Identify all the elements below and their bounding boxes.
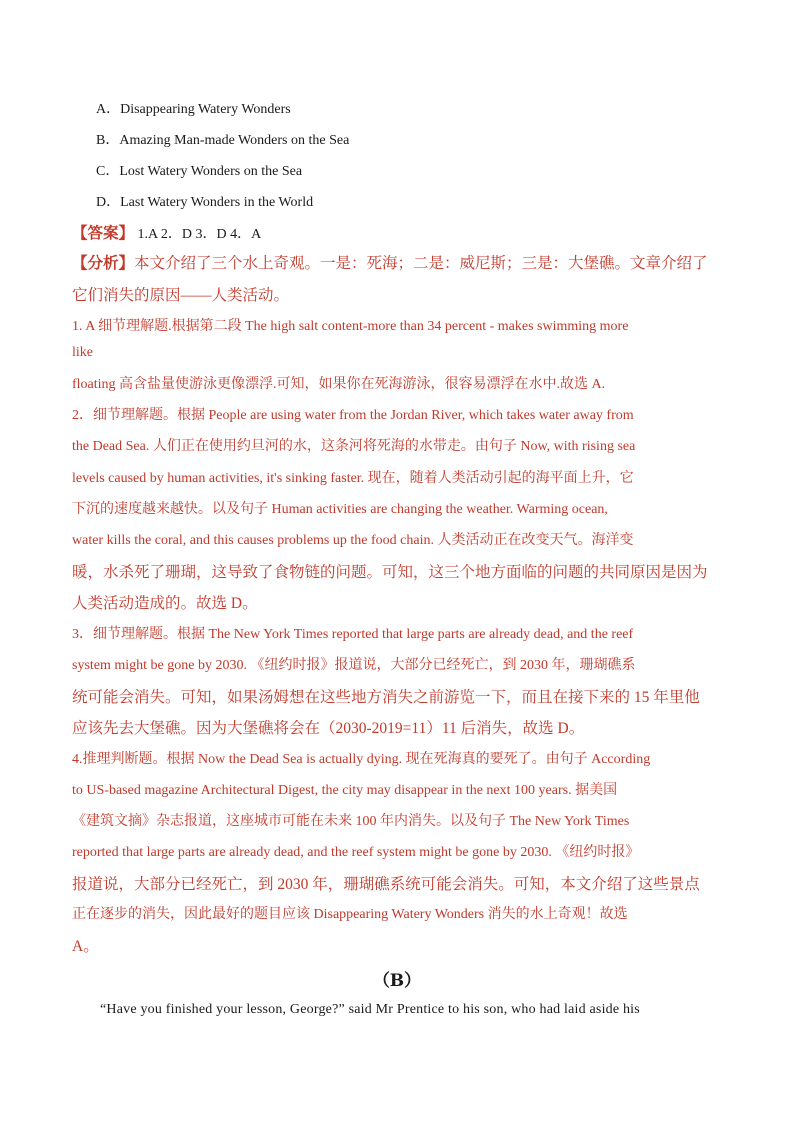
analysis-line: 《建筑文摘》杂志报道，这座城市可能在未来 100 年内消失。以及句子 The New York Times [72, 814, 630, 829]
analysis-line: 正在逐步的消失，因此最好的题目应该 Disappearing Watery Wonders 消失的水上奇观！故选 [72, 907, 628, 922]
analysis-line: levels caused by human activities, it's sinking faster. 现在，随着人类活动引起的海平面上升，它 [72, 471, 634, 486]
analysis-line: the Dead Sea. 人们正在使用约旦河的水，这条河将死海的水带走。由句子 Now, with rising sea [72, 439, 636, 454]
analysis-line-1: 【分析】本文介绍了三个水上奇观。一是：死海；二是：威尼斯；三是：大堡礁。文章介绍了 [72, 255, 708, 272]
analysis-line: system might be gone by 2030. 《纽约时报》报道说，大部分已经死亡，到 2030 年，珊瑚礁系 [72, 658, 636, 673]
analysis-line: like [72, 345, 93, 360]
section-b-heading: （B） [372, 971, 422, 991]
analysis-line: 1. A 细节理解题.根据第二段 The high salt content-more than 34 percent - makes swimming more [72, 319, 629, 334]
analysis-line: to US-based magazine Architectural Digest, the city may disappear in the next 100 years. 据美国 [72, 783, 618, 798]
answer-line [72, 221, 722, 243]
analysis-line: 暖，水杀死了珊瑚，这导致了食物链的问题。可知，这三个地方面临的问题的共同原因是因为 [72, 564, 708, 581]
analysis-line: 2．细节理解题。根据 People are using water from the Jordan River, which takes water away from [72, 408, 634, 423]
analysis-line: reported that large parts are already dead, and the reef system might be gone by 2030. 《纽约时报》 [72, 845, 640, 860]
analysis-line: A。 [72, 938, 99, 955]
answer-text: 1.A 2．D 3．D 4．A [134, 227, 262, 242]
option-c: C．Lost Watery Wonders on the Sea [96, 164, 303, 179]
section-b-first-line: “Have you finished your lesson, George?” said Mr Prentice to his son, who had laid aside his [100, 1002, 640, 1017]
answer-label: 【答案】 [72, 225, 135, 242]
analysis-line: 下沉的速度越来越快。以及句子 Human activities are changing the weather. Warming ocean, [72, 502, 608, 517]
analysis-line: 它们消失的原因——人类活动。 [72, 287, 290, 304]
analysis-line: 4.推理判断题。根据 Now the Dead Sea is actually dying. 现在死海真的要死了。由句子 According [72, 752, 651, 767]
analysis-line: water kills the coral, and this causes problems up the food chain. 人类活动正在改变天气。海洋变 [72, 533, 634, 548]
option-a: A．Disappearing Watery Wonders [96, 102, 291, 117]
analysis-label: 【分析】 [72, 255, 135, 272]
analysis-line: 报道说，大部分已经死亡，到 2030 年，珊瑚礁系统可能会消失。可知，本文介绍了这些景点 [72, 876, 700, 893]
option-b: B．Amazing Man-made Wonders on the Sea [96, 133, 350, 148]
analysis-line: 统可能会消失。可知，如果汤姆想在这些地方消失之前游览一下，而且在接下来的 15 年里他 [72, 689, 700, 706]
analysis-line: 应该先去大堡礁。因为大堡礁将会在（2030-2019=11）11 后消失，故选 D。 [72, 720, 585, 737]
analysis-line: 人类活动造成的。故选 D。 [72, 595, 258, 612]
analysis-line: 3．细节理解题。根据 The New York Times reported that large parts are already dead, and the reef [72, 627, 634, 642]
analysis-line: floating 高含盐量使游泳更像漂浮.可知，如果你在死海游泳，很容易漂浮在水中.故选 A. [72, 377, 606, 392]
option-d: D．Last Watery Wonders in the World [96, 195, 314, 210]
